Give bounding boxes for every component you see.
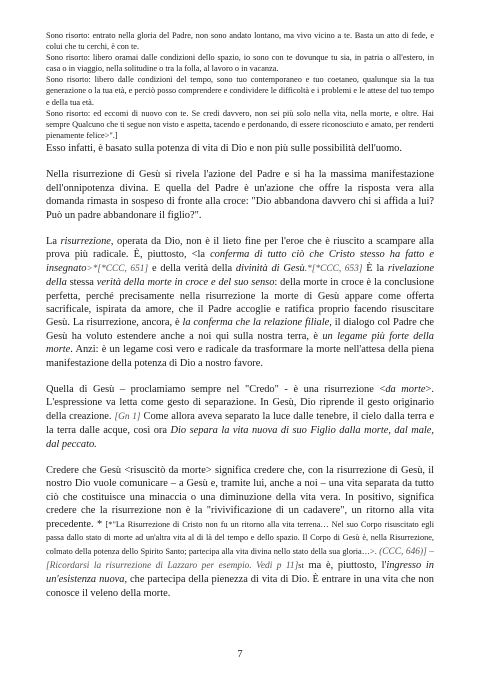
quote-paragraph: Sono risorto: libero dalle condizioni del tempo, sono tuo contemporaneo e tuo coetaneo, qualunque sia la tua generazione o la tua età, e perciò posso comprendere e condividere le difficoltà e i problemi e le attese del tuo tempo e della tua età. (46, 75, 434, 107)
body-paragraph: Nella risurrezione di Gesù si rivela l'azione del Padre e si ha la massima manifestazione dell'onnipotenza divina. E quella del Padre è un'azione che offre la risposta vera alla domanda rimasta in sospeso di fronte alla croce: "Dio abbandona davvero chi si affida a lui? Può un padre abbandonare il figlio?". (46, 169, 434, 221)
quote-paragraph: Sono risorto: libero oramai dalle condizioni dello spazio, io sono con te dovunque tu sia, in patria o all'estero, in casa o in viaggio, nella solitudine o tra la folla, al lavoro o in vacanza. (46, 53, 434, 74)
body-paragraph: Quella di Gesù – proclamiamo sempre nel "Credo" - è una risurrezione <da morte>. L'espressione va letta come gesto di separazione. In Gesù, Dio riprende il gesto originario della creazione. [Gn 1] Come allora aveva separato la luce dalle tenebre, il cielo dalla terra e la terra dalle acque, così ora Dio separa la vita nuova di suo Figlio dalla morte, dal male, dal peccato. (46, 384, 434, 450)
body-paragraph: Esso infatti, è basato sulla potenza di vita di Dio e non più sulle possibilità dell'uomo. (46, 142, 402, 154)
page-number: 7 (237, 649, 243, 660)
footnote-reference: (CCC, 646)] – [Ricordarsi la risurrezione di Lazzaro per esempio. Vedi p 11] (46, 546, 434, 571)
body-paragraph: La risurrezione, operata da Dio, non è il lieto fine per l'eroe che è riuscito a scampare alla prova più radicale. È, piuttosto, <la conferma di tutto ciò che Cristo stesso ha fatto e insegnato>*[*CCC, 651] e della verità della divinità di Gesù.*[*CCC, 653] È la rivelazione della stessa verità della morte in croce e del suo senso: della morte in croce è la conclusione perfetta, perché precisamente nella risurrezione la morte di Gesù appare come offerta sacrificale, ispirata da amore, che il Padre accoglie e ratifica proprio facendo risuscitare Gesù. La risurrezione, ancora, è la conferma che la relazione filiale, il dialogo col Padre che Gesù ha voluto estendere anche a noi qui sulla nostra terra, è un legame più forte della morte. Anzi: è un legame così vero e radicale da trasformare la morte nell'attesa della piena manifestazione della potenza di Dio a nostro favore. (46, 235, 435, 369)
quote-paragraph: Sono risorto: ed eccomi di nuovo con te. Se credi davvero, non sei più solo nella vita, nella morte, e oltre. Hai sempre Qualcuno che ti segue non visto e aspetta, tacendo e perdonando, di essere riconosciuto e amato, per renderti pienamente felice>".] (46, 108, 434, 140)
footnote: [*"La Risurrezione di Cristo non fu un ritorno alla vita terrena… Nel suo Corpo risuscitato egli passa dallo stato di morte ad un'altra vita al di là del tempo e dello spazio. Il Corpo di Gesù è, nella Risurrezione, colmato della potenza dello Spirito Santo; partecipa alla vita divina nello stato della sua gloria…>. (46, 519, 434, 556)
quote-paragraph: Sono risorto: entrato nella gloria del Padre, non sono andato lontano, ma vivo vicino a te. Basta un atto di fede, e colui che tu cerchi, è con te. (46, 31, 434, 52)
body-paragraph: Credere che Gesù <risuscitò da morte> significa credere che, con la risurrezione di Gesù, il nostro Dio vuole comunicare – a Gesù e, tramite lui, anche a noi – una vita separata da tutto ciò che costituisce una minaccia o una diminuzione della vita vera. In positivo, significa credere che la risurrezione non è la "rivivificazione di un cadavere", un ritorno alla vita precedente. * [*"La Risurrezione di Cristo non fu un ritorno alla vita terrena… Nel suo Corpo risuscitato egli passa dallo stato di morte ad un'altra vita al di là del tempo e dello spazio. Il Corpo di Gesù è, nella Risurrezione, colmato della potenza dello Spirito Santo; partecipa alla vita divina nello stato della sua gloria…>. (CCC, 646)] – [Ricordarsi la risurrezione di Lazzaro per esempio. Vedi p 11]st ma è, piuttosto, l'ingresso in un'esistenza nuova, che partecipa della pienezza di vita di Dio. È entrare in una vita che non conosce il veleno della morte. (46, 465, 434, 599)
